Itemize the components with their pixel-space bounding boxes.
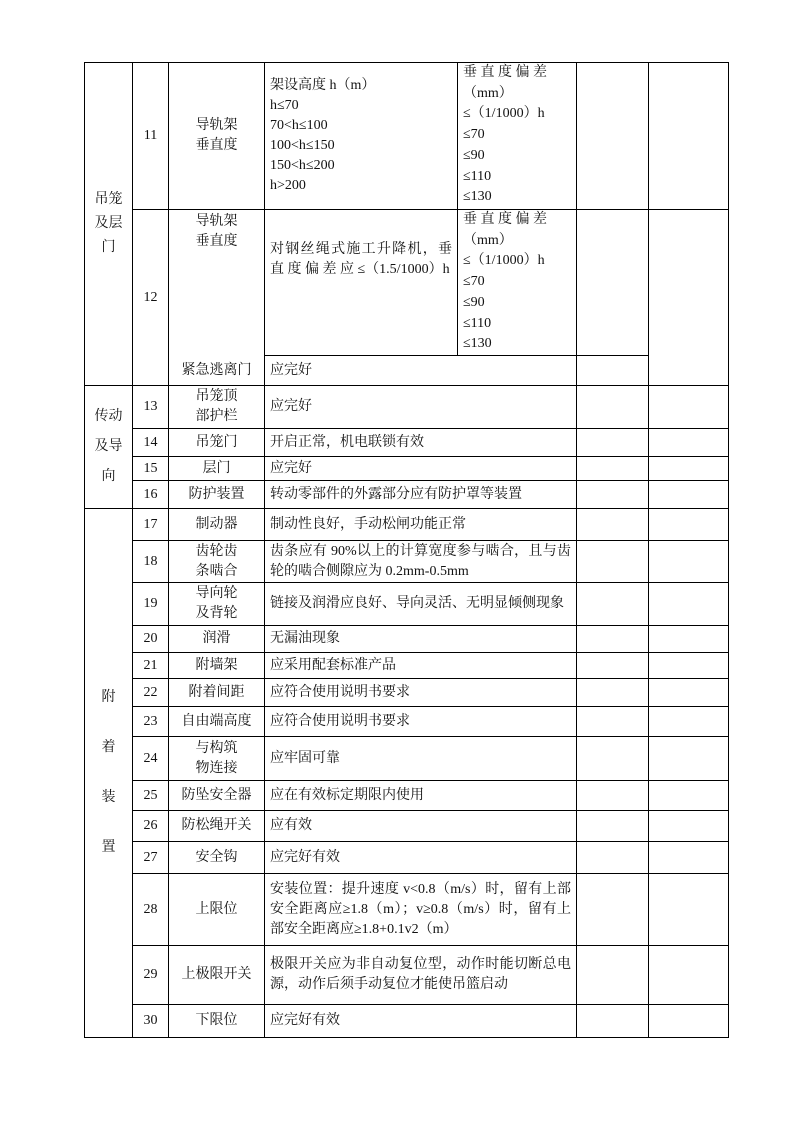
item-name: 润滑 xyxy=(169,626,265,653)
item-requirement: 链接及润滑应良好、导向灵活、无明显倾侧现象 xyxy=(265,583,577,626)
item-name: 安全钩 xyxy=(169,842,265,874)
item-number: 22 xyxy=(133,679,169,707)
item-number: 13 xyxy=(133,386,169,429)
result-cell[interactable] xyxy=(577,210,649,356)
remark-cell[interactable] xyxy=(649,653,729,679)
result-cell[interactable] xyxy=(577,653,649,679)
item-number: 21 xyxy=(133,653,169,679)
remark-cell[interactable] xyxy=(649,707,729,737)
remark-cell[interactable] xyxy=(649,781,729,811)
item-name: 导轨架 垂直度 xyxy=(195,214,238,249)
item-requirement: 应在有效标定期限内使用 xyxy=(265,781,577,811)
item-number: 16 xyxy=(133,481,169,509)
table-row xyxy=(85,386,729,429)
result-cell[interactable] xyxy=(577,874,649,946)
item-name: 导轨架 垂直度 xyxy=(169,63,265,210)
item-requirement: 应完好有效 xyxy=(265,842,577,874)
result-cell[interactable] xyxy=(577,781,649,811)
table-row xyxy=(85,653,729,679)
item-name: 上限位 xyxy=(169,874,265,946)
table-row xyxy=(85,626,729,653)
result-cell[interactable] xyxy=(577,1005,649,1038)
item-number: 17 xyxy=(133,509,169,541)
table-row xyxy=(85,707,729,737)
remark-cell[interactable] xyxy=(649,386,729,429)
item-number: 14 xyxy=(133,429,169,457)
item-requirement: 应符合使用说明书要求 xyxy=(265,679,577,707)
item-requirement: 制动性良好，手动松闸功能正常 xyxy=(265,509,577,541)
inspection-table xyxy=(84,62,729,1038)
item-requirement: 转动零部件的外露部分应有防护罩等装置 xyxy=(265,481,577,509)
remark-cell[interactable] xyxy=(649,842,729,874)
item-requirement: 齿条应有 90%以上的计算宽度参与啮合，且与齿轮的啮合侧隙应为 0.2mm-0.5mm xyxy=(265,541,577,583)
result-cell[interactable] xyxy=(577,737,649,781)
remark-cell[interactable] xyxy=(649,946,729,1005)
item-name: 制动器 xyxy=(169,509,265,541)
item-requirement: 对钢丝绳式施工升降机，垂 直 度 偏 差 应 ≤（1.5/1000）h xyxy=(265,210,458,356)
item-requirement: 应采用配套标准产品 xyxy=(265,653,577,679)
table-row xyxy=(85,429,729,457)
item-requirement: 应完好 xyxy=(265,386,577,429)
remark-cell[interactable] xyxy=(649,481,729,509)
item-number: 27 xyxy=(133,842,169,874)
group-label: 吊笼 及层 门 xyxy=(85,63,133,386)
table-row xyxy=(85,842,729,874)
item-number: 12 xyxy=(133,210,169,386)
item-number: 30 xyxy=(133,1005,169,1038)
result-cell[interactable] xyxy=(577,811,649,842)
item-name: 齿轮齿 条啮合 xyxy=(169,541,265,583)
result-cell[interactable] xyxy=(577,356,649,386)
item-name: 防护装置 xyxy=(169,481,265,509)
item-name: 吊笼顶 部护栏 xyxy=(169,386,265,429)
result-cell[interactable] xyxy=(577,481,649,509)
item-name: 导向轮 及背轮 xyxy=(169,583,265,626)
item-name: 附着间距 xyxy=(169,679,265,707)
remark-cell[interactable] xyxy=(649,874,729,946)
item-number: 11 xyxy=(133,63,169,210)
result-cell[interactable] xyxy=(577,583,649,626)
table-row xyxy=(85,679,729,707)
table-row xyxy=(85,541,729,583)
remark-cell[interactable] xyxy=(649,626,729,653)
table-row xyxy=(85,481,729,509)
table-row xyxy=(85,811,729,842)
item-requirement: 应完好 xyxy=(265,457,577,481)
item-number: 28 xyxy=(133,874,169,946)
item-number: 23 xyxy=(133,707,169,737)
item-requirement: 极限开关应为非自动复位型，动作时能切断总电源，动作后须手动复位才能使吊篮启动 xyxy=(265,946,577,1005)
item-criteria: 垂 直 度 偏 差 （mm） ≤（1/1000）h ≤70 ≤90 ≤110 ≤130 xyxy=(458,210,577,356)
item-number: 18 xyxy=(133,541,169,583)
remark-cell[interactable] xyxy=(649,457,729,481)
item-name: 吊笼门 xyxy=(169,429,265,457)
item-requirement: 应有效 xyxy=(265,811,577,842)
item-name: 下限位 xyxy=(169,1005,265,1038)
result-cell[interactable] xyxy=(577,842,649,874)
remark-cell[interactable] xyxy=(649,737,729,781)
item-number: 26 xyxy=(133,811,169,842)
item-number: 29 xyxy=(133,946,169,1005)
item-requirement: 架设高度 h（m） h≤70 70<h≤100 100<h≤150 150<h≤200 h>200 xyxy=(265,63,458,210)
item-requirement: 应符合使用说明书要求 xyxy=(265,707,577,737)
item-name-cell xyxy=(169,210,265,386)
remark-cell[interactable] xyxy=(649,210,729,386)
item-name: 层门 xyxy=(169,457,265,481)
remark-cell[interactable] xyxy=(649,679,729,707)
table-row xyxy=(85,583,729,626)
item-name: 自由端高度 xyxy=(169,707,265,737)
remark-cell[interactable] xyxy=(649,1005,729,1038)
item-name: 防松绳开关 xyxy=(169,811,265,842)
item-number: 20 xyxy=(133,626,169,653)
result-cell[interactable] xyxy=(577,679,649,707)
result-cell[interactable] xyxy=(577,626,649,653)
result-cell[interactable] xyxy=(577,541,649,583)
item-number: 25 xyxy=(133,781,169,811)
remark-cell[interactable] xyxy=(649,429,729,457)
group-label: 传动 及导 向 xyxy=(85,386,133,509)
table-row xyxy=(85,1005,729,1038)
item-number: 15 xyxy=(133,457,169,481)
table-row xyxy=(85,509,729,541)
group-label: 附 着 装 置 xyxy=(85,509,133,1038)
remark-cell[interactable] xyxy=(649,583,729,626)
item-criteria: 垂 直 度 偏 差 （mm） ≤（1/1000）h ≤70 ≤90 ≤110 ≤130 xyxy=(458,63,577,210)
item-number: 19 xyxy=(133,583,169,626)
item-requirement: 应完好有效 xyxy=(265,1005,577,1038)
item-name: 上极限开关 xyxy=(169,946,265,1005)
item-name-escape-door: 紧急逃离门 xyxy=(181,363,252,378)
item-requirement: 无漏油现象 xyxy=(265,626,577,653)
item-number: 24 xyxy=(133,737,169,781)
table-row xyxy=(85,874,729,946)
item-name: 与构筑 物连接 xyxy=(169,737,265,781)
item-requirement: 安装位置：提升速度 v<0.8（m/s）时，留有上部安全距离应≥1.8（m）；v≥0.8（m/s）时，留有上部安全距离应≥1.8+0.1v2（m） xyxy=(265,874,577,946)
item-requirement: 开启正常，机电联锁有效 xyxy=(265,429,577,457)
remark-cell[interactable] xyxy=(649,509,729,541)
item-name: 附墙架 xyxy=(169,653,265,679)
result-cell[interactable] xyxy=(577,63,649,210)
table-row xyxy=(85,457,729,481)
table-row xyxy=(85,210,729,356)
remark-cell[interactable] xyxy=(649,811,729,842)
result-cell[interactable] xyxy=(577,457,649,481)
result-cell[interactable] xyxy=(577,386,649,429)
result-cell[interactable] xyxy=(577,509,649,541)
table-row xyxy=(85,946,729,1005)
result-cell[interactable] xyxy=(577,429,649,457)
item-name: 防坠安全器 xyxy=(169,781,265,811)
table-row xyxy=(85,781,729,811)
table-row xyxy=(85,737,729,781)
result-cell[interactable] xyxy=(577,707,649,737)
item-requirement: 应牢固可靠 xyxy=(265,737,577,781)
result-cell[interactable] xyxy=(577,946,649,1005)
remark-cell[interactable] xyxy=(649,63,729,210)
remark-cell[interactable] xyxy=(649,541,729,583)
table-row xyxy=(85,63,729,210)
item-requirement: 应完好 xyxy=(265,356,577,386)
